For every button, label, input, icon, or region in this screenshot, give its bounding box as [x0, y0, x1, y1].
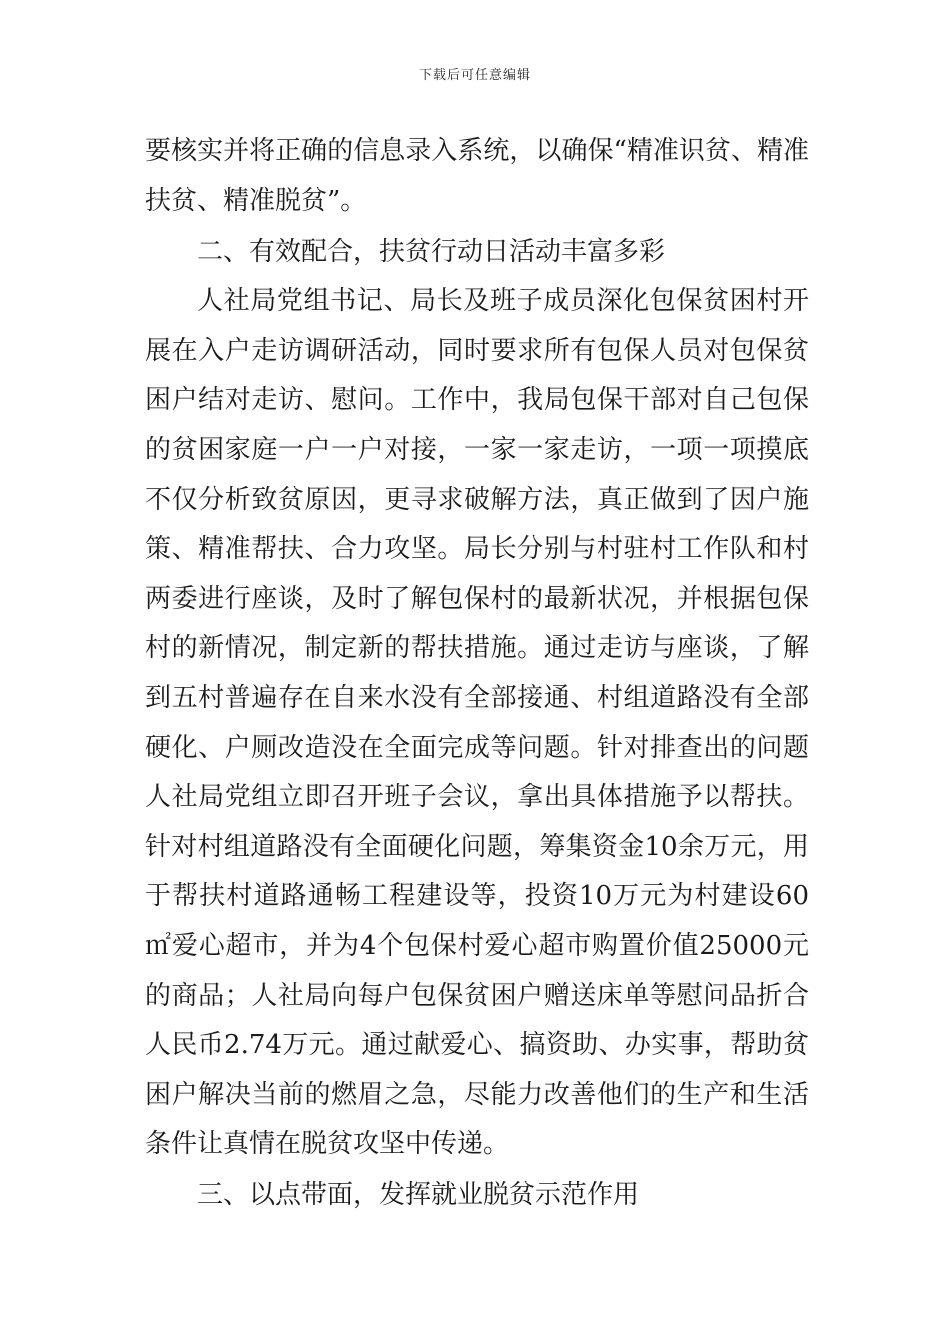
section-heading-three: 三、以点带面，发挥就业脱贫示范作用 [197, 1180, 640, 1211]
paragraph-body: 人社局党组书记、局长及班子成员深化包保贫困村开展在入户走访调研活动，同时要求所有包保人员对包保贫困户结对走访、慰问。工作中，我局包保干部对自己包保的贫困家庭一户一户对接，一家一家走访，一项一项摸底不仅分析致贫原因，更寻求破解方法，真正做到了因户施策、精准帮扶、合力攻坚。局长分别与村驻村工作队和村两委进行座谈，及时了解包保村的最新状况，并根据包保村的新情况，制定新的帮扶措施。通过走访与座谈，了解到五村普遍存在自来水没有全部接通、村组道路没有全部硬化、户厕改造没在全面完成等问题。针对排查出的问题人社局党组立即召开班子会议，拿出具体措施予以帮扶。针对村组道路没有全面硬化问题，筹集资金10余万元，用于帮扶村道路通畅工程建设等，投资10万元为村建设60㎡爱心超市，并为4个包保村爱心超市购置价值25000元的商品；人社局向每户包保贫困户赠送床单等慰问品折合人民币2.74万元。通过献爱心、搞资助、办实事，帮助贫困户解决当前的燃眉之急，尽能力改善他们的生产和生活条件让真情在脱贫攻坚中传递。 [145, 286, 809, 1160]
document-body [145, 127, 809, 1221]
paragraph-continuation: 要核实并将正确的信息录入系统，以确保“精准识贫、精准扶贫、精准脱贫”。 [145, 136, 809, 216]
page-header: 下载后可任意编辑 [418, 68, 531, 83]
section-heading-two: 二、有效配合，扶贫行动日活动丰富多彩 [197, 236, 666, 267]
